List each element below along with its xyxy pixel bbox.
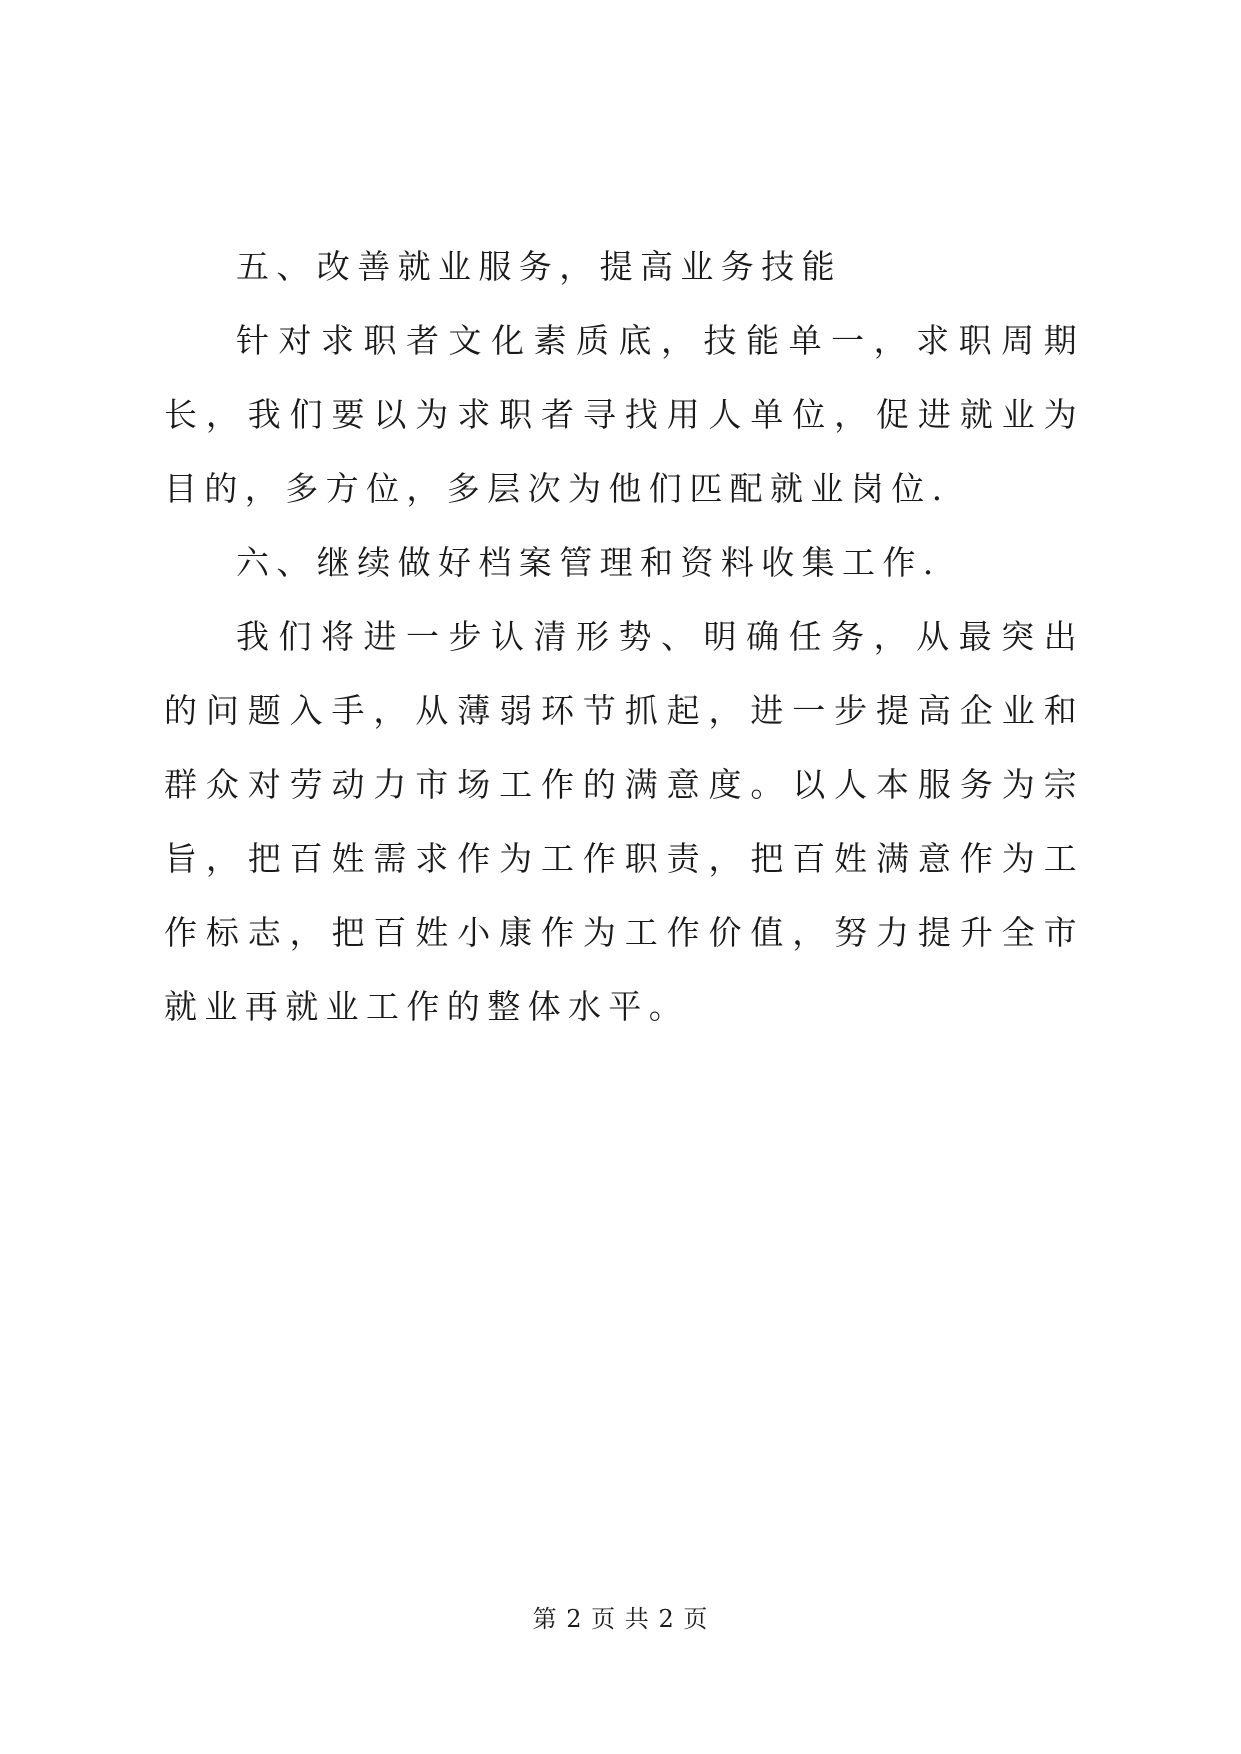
paragraph-conclusion: 我们将进一步认清形势、明确任务，从最突出的问题入手，从薄弱环节抓起，进一步提高企业和群众对劳动力市场工作的满意度。以人本服务为宗旨，把百姓需求作为工作职责，把百姓满意作为工作标志，把百姓小康作为工作价值，努力提升全市就业再就业工作的整体水平。 <box>164 617 1084 1026</box>
document-body <box>164 230 1084 1044</box>
page-footer: 第 2 页 共 2 页 <box>532 1605 709 1633</box>
heading-section-5: 五、改善就业服务，提高业务技能 <box>236 247 842 286</box>
paragraph-section-5-body: 针对求职者文化素质底，技能单一，求职周期长，我们要以为求职者寻找用人单位，促进就业为目的，多方位，多层次为他们匹配就业岗位. <box>164 321 1084 508</box>
heading-section-6: 六、继续做好档案管理和资料收集工作. <box>236 543 941 582</box>
